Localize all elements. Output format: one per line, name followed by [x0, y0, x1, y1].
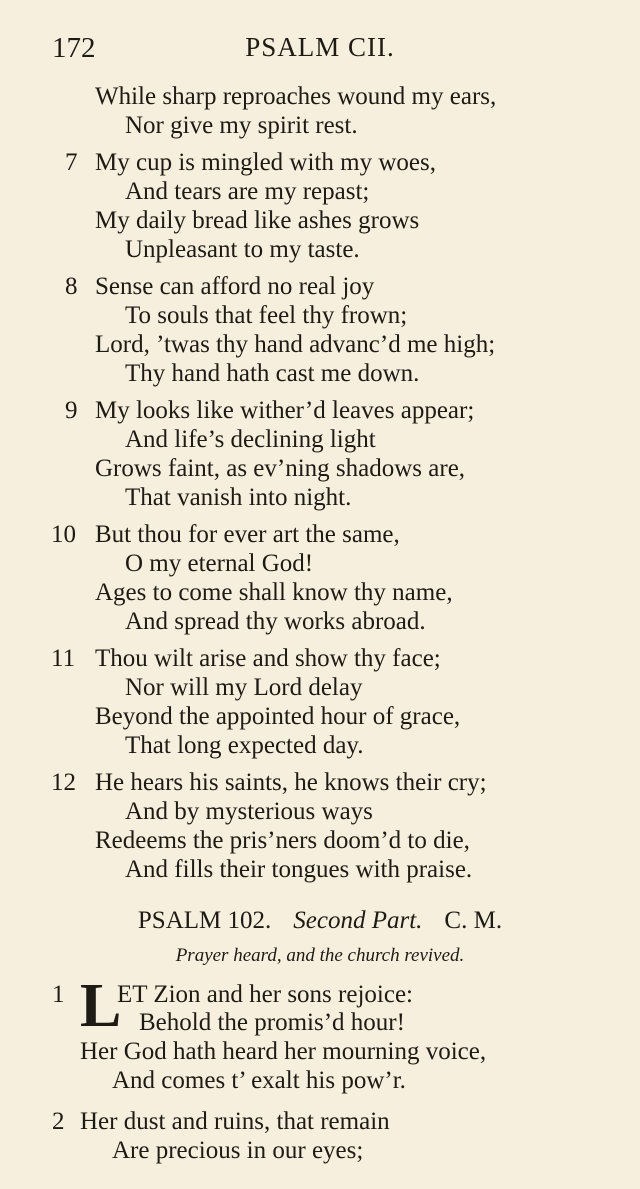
- verse-line: Thou wilt arise and show thy face;: [95, 645, 441, 672]
- page-header: [0, 32, 640, 68]
- verse-line: Nor will my Lord delay: [125, 674, 363, 701]
- verse-line: And fills their tongues with praise.: [125, 856, 473, 883]
- verse-line: To souls that feel thy frown;: [125, 302, 408, 329]
- verse-line: Beyond the appointed hour of grace,: [95, 703, 461, 730]
- stanza-number: 8: [65, 273, 78, 300]
- verse-line: Behold the promis’d hour!: [139, 1009, 405, 1036]
- running-title: PSALM CII.: [245, 32, 395, 62]
- page-number: 172: [52, 32, 96, 64]
- psalm-number: PSALM 102.: [137, 907, 272, 934]
- verse-line: Her dust and ruins, that remain: [80, 1108, 390, 1135]
- meter-label: C. M.: [444, 907, 503, 934]
- verse-line: And life’s declining light: [125, 426, 376, 453]
- verse-line: Unpleasant to my taste.: [125, 236, 360, 263]
- verse-line: ET Zion and her sons rejoice:: [117, 981, 413, 1008]
- verse-line: My cup is mingled with my woes,: [95, 149, 436, 176]
- stanza-number: 7: [65, 149, 78, 176]
- psalm-part-heading: [0, 906, 640, 936]
- verse-line: And comes t’ exalt his pow’r.: [112, 1067, 406, 1094]
- verse-line: And spread thy works abroad.: [125, 608, 426, 635]
- verse-line: Thy hand hath cast me down.: [125, 360, 420, 387]
- verse-line: Sense can afford no real joy: [95, 273, 375, 300]
- verse-line: Nor give my spirit rest.: [125, 112, 358, 139]
- verse-line: Ages to come shall know thy name,: [95, 579, 453, 606]
- verse-line: But thou for ever art the same,: [95, 521, 400, 548]
- stanza-number: 1: [52, 981, 65, 1008]
- verse-line: And tears are my repast;: [125, 178, 370, 205]
- stanza-number: 2: [52, 1108, 65, 1135]
- verse-line: My looks like wither’d leaves appear;: [95, 397, 475, 424]
- verse-line: He hears his saints, he knows their cry;: [95, 769, 487, 796]
- verse-line: And by mysterious ways: [125, 798, 373, 825]
- stanza-number: 10: [51, 521, 76, 548]
- psalm-subtitle: Prayer heard, and the church revived.: [175, 945, 465, 966]
- verse-line: My daily bread like ashes grows: [95, 207, 420, 234]
- verse-line: Redeems the pris’ners doom’d to die,: [95, 827, 470, 854]
- stanza-number: 9: [65, 397, 78, 424]
- verse-line: Her God hath heard her mourning voice,: [80, 1038, 487, 1065]
- verse-line: Are precious in our eyes;: [112, 1137, 364, 1164]
- drop-cap: L: [80, 972, 122, 1040]
- verse-line: That vanish into night.: [125, 484, 352, 511]
- verse-line: Grows faint, as ev’ning shadows are,: [95, 455, 466, 482]
- stanza-number: 11: [51, 645, 76, 672]
- verse-line: That long expected day.: [125, 732, 364, 759]
- stanza-number: 12: [51, 769, 76, 796]
- part-label: Second Part.: [293, 907, 423, 934]
- verse-line: O my eternal God!: [125, 550, 314, 577]
- verse-line: Lord, ’twas thy hand advanc’d me high;: [95, 331, 496, 358]
- verse-line: While sharp reproaches wound my ears,: [95, 83, 497, 110]
